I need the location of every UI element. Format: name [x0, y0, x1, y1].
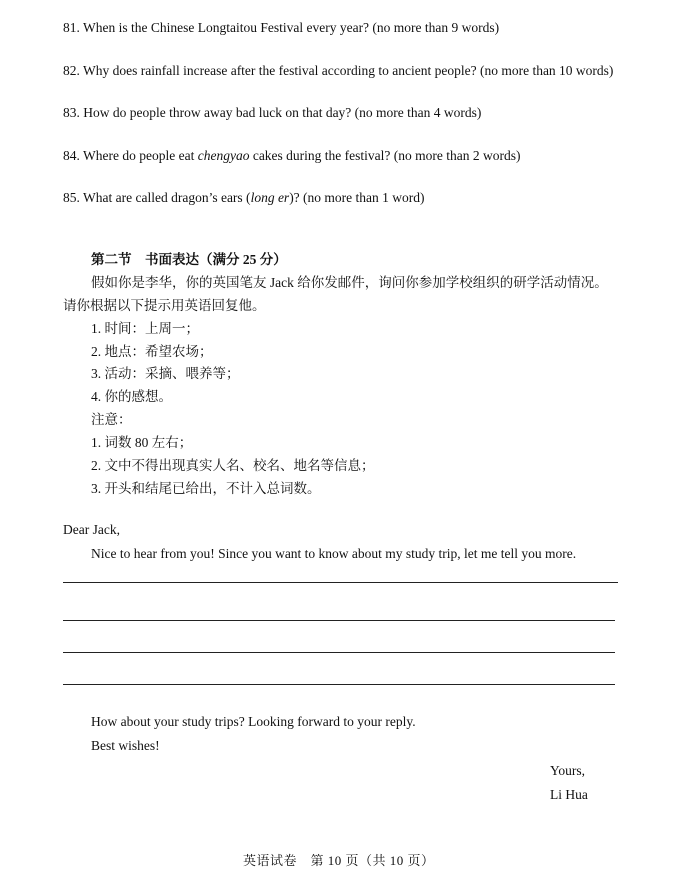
question-number: 85.	[63, 190, 80, 205]
question-text: How do people throw away bad luck on that day? (no more than 4 words)	[83, 105, 482, 120]
question-text: What are called dragon’s ears (	[83, 190, 251, 205]
point-item: 3. 活动：采摘、喂养等；	[91, 366, 240, 381]
question-number: 84.	[63, 148, 80, 163]
note-item: 3. 开头和结尾已给出，不计入总词数。	[91, 481, 321, 496]
letter-signoff: Yours,	[550, 763, 586, 778]
question-text: When is the Chinese Longtaitou Festival every year? (no more than 9 words)	[83, 20, 500, 35]
question-number: 81.	[63, 20, 80, 35]
question-85	[63, 191, 425, 205]
letter-closing-2: Best wishes!	[91, 738, 160, 753]
question-italic-term: chengyao	[197, 148, 250, 163]
question-text-end: )? (no more than 1 word)	[289, 190, 425, 205]
page-footer: 英语试卷 第 10 页（共 10 页）	[243, 853, 435, 868]
note-item: 2. 文中不得出现真实人名、校名、地名等信息；	[91, 458, 375, 473]
letter-greeting: Dear Jack,	[63, 522, 120, 537]
question-text: Where do people eat	[83, 148, 198, 163]
letter-closing-1: How about your study trips? Looking forward to your reply.	[91, 714, 416, 729]
point-item: 4. 你的感想。	[91, 389, 172, 404]
writing-line[interactable]	[63, 582, 618, 583]
point-item: 1. 时间：上周一；	[91, 321, 199, 336]
question-italic-term: long er	[250, 190, 290, 205]
question-text-end: cakes during the festival? (no more than 2 words)	[249, 148, 521, 163]
question-81	[63, 21, 499, 35]
writing-line[interactable]	[63, 620, 615, 621]
question-84	[63, 149, 521, 163]
letter-opening: Nice to hear from you! Since you want to know about my study trip, let me tell you more.	[91, 546, 577, 561]
question-82	[63, 64, 613, 78]
question-text: Why does rainfall increase after the festival according to ancient people? (no more than 10 words)	[83, 63, 614, 78]
prompt-line-2: 请你根据以下提示用英语回复他。	[63, 298, 266, 313]
letter-signature-name: Li Hua	[550, 787, 588, 802]
point-item: 2. 地点：希望农场；	[91, 344, 213, 359]
question-number: 82.	[63, 63, 80, 78]
question-number: 83.	[63, 105, 80, 120]
question-83	[63, 106, 481, 120]
section-title: 第二节 书面表达（满分 25 分）	[91, 252, 287, 267]
note-item: 1. 词数 80 左右；	[91, 435, 193, 450]
writing-line[interactable]	[63, 652, 615, 653]
note-label: 注意：	[91, 412, 132, 427]
writing-line[interactable]	[63, 684, 615, 685]
prompt-line-1: 假如你是李华，你的英国笔友 Jack 给你发邮件，询问你参加学校组织的研学活动情况。	[91, 275, 608, 290]
